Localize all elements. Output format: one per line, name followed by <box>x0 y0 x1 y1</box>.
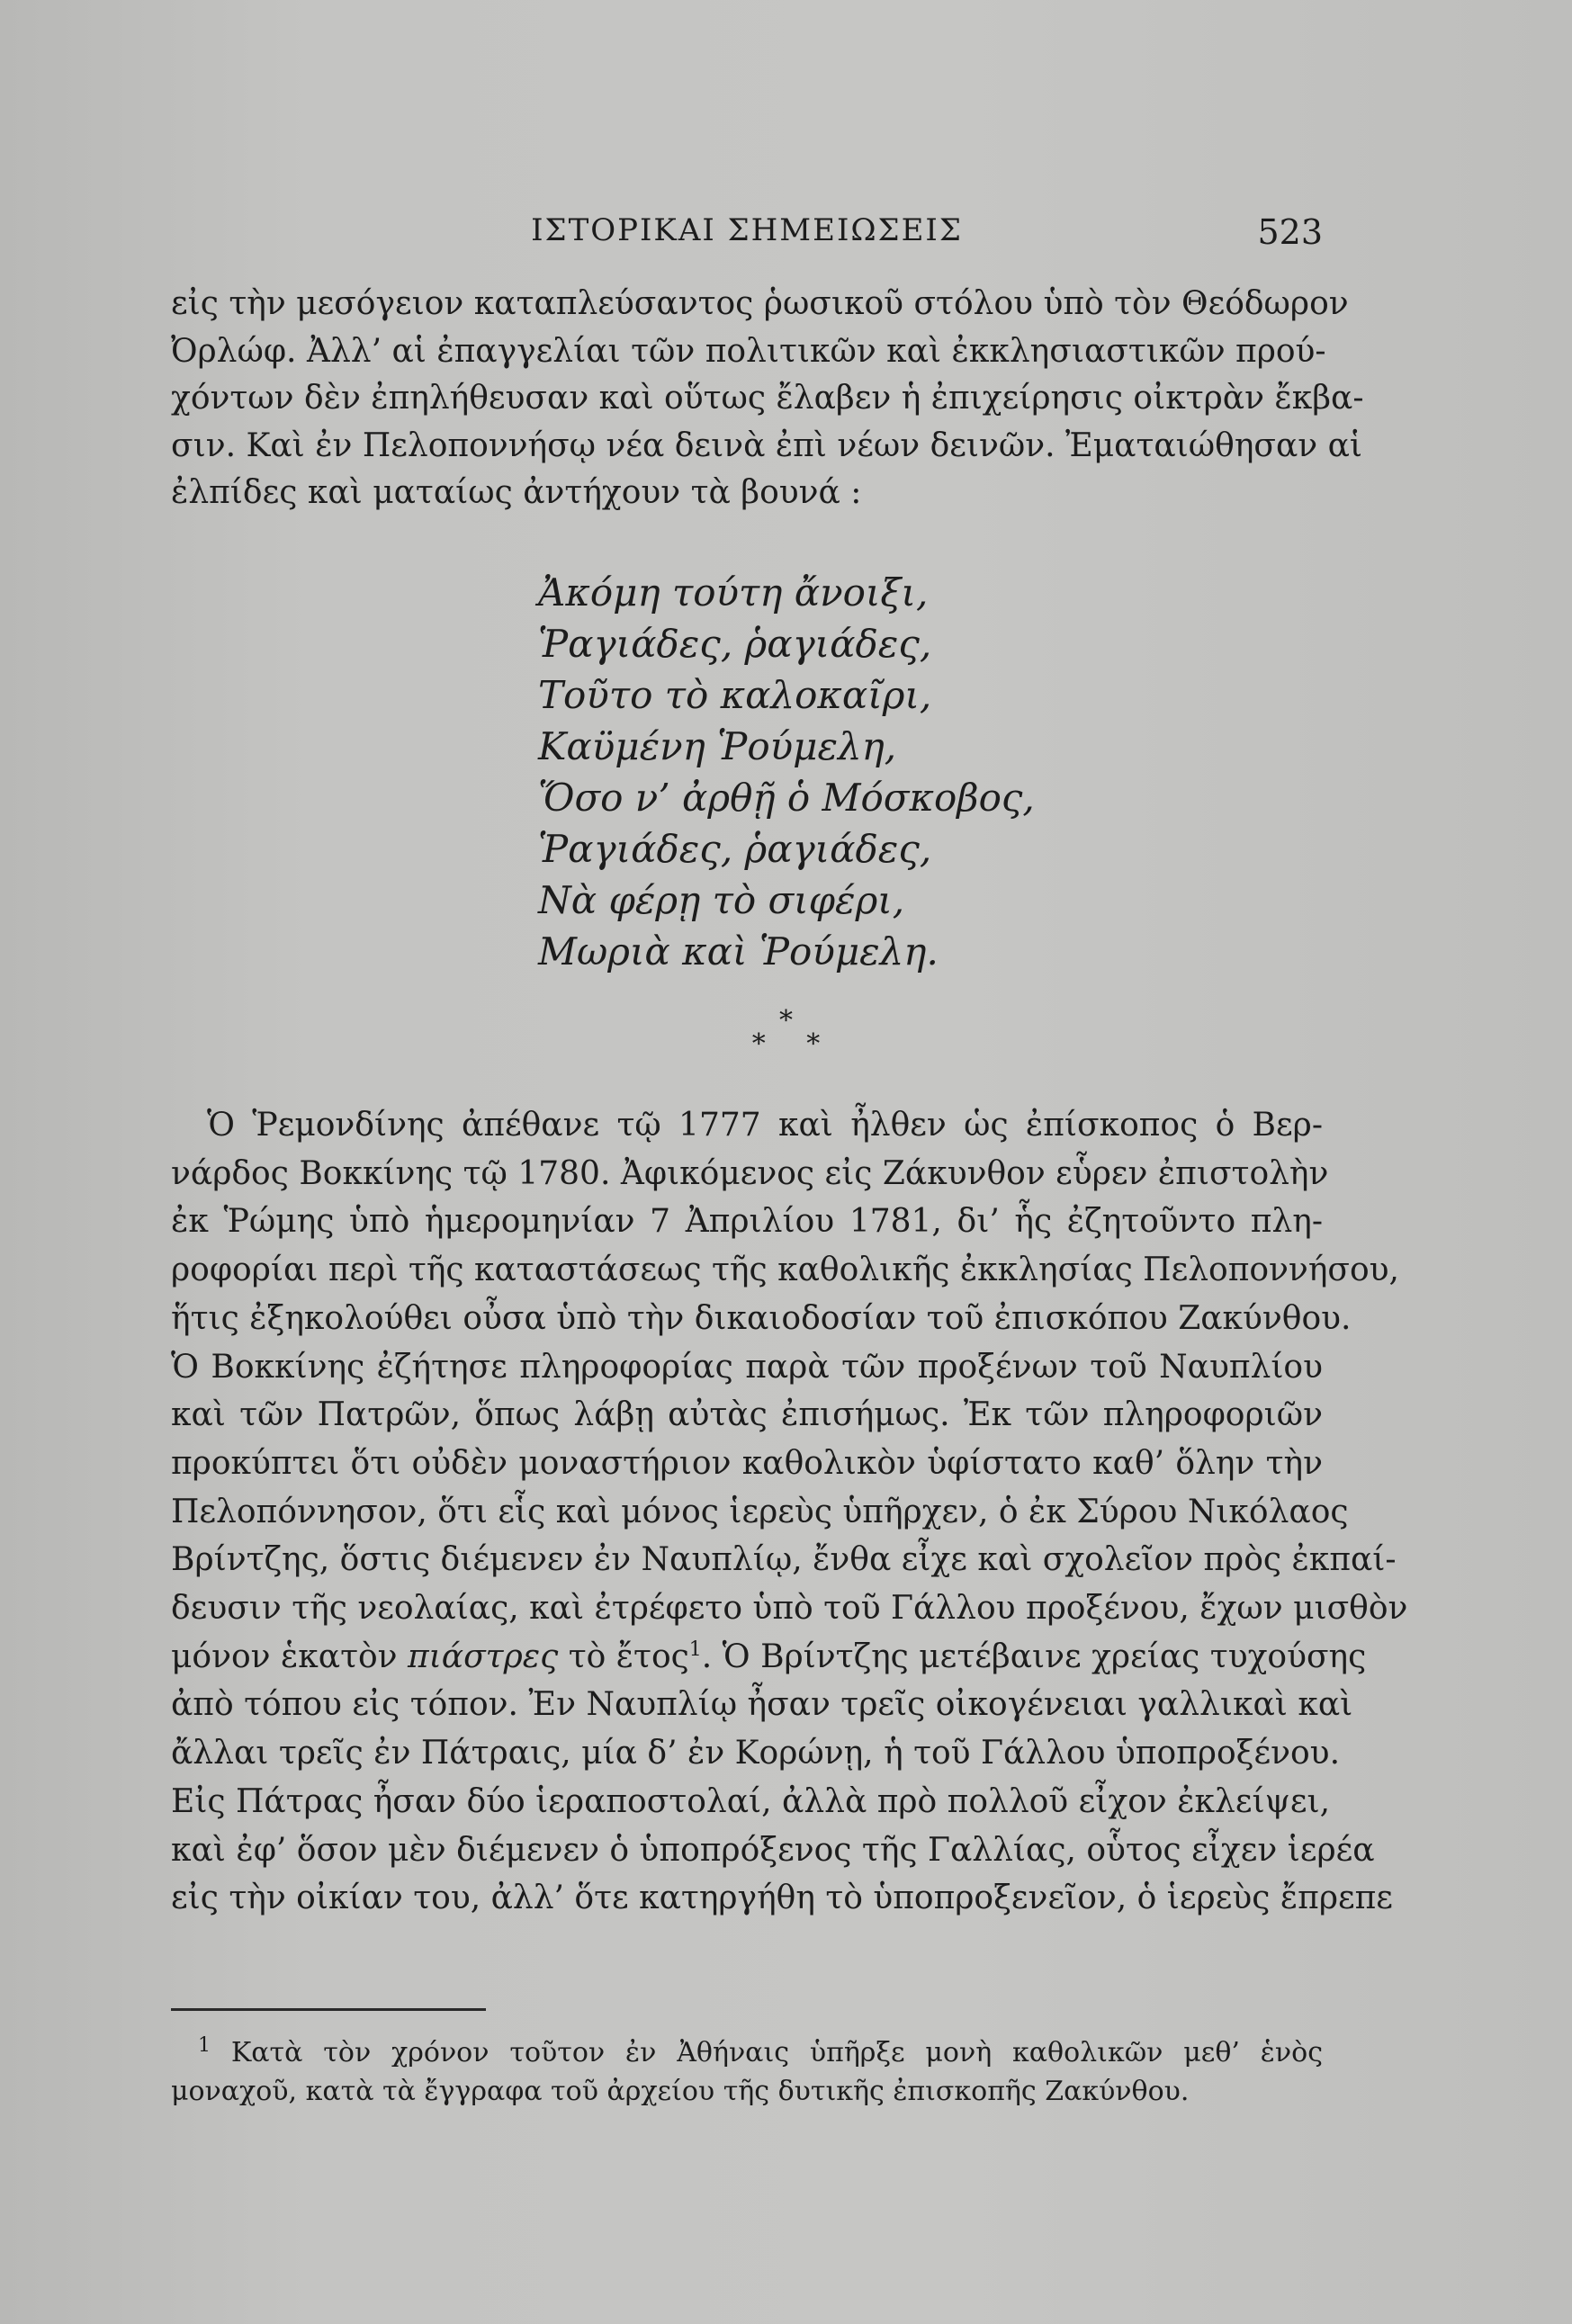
poem-verse: Νὰ φέρῃ τὸ σιφέρι, <box>538 878 905 922</box>
text-line: σιν. Καὶ ἐν Πελοποννήσῳ νέα δεινὰ ἐπὶ νέων δεινῶν. Ἐματαιώθησαν αἱ <box>171 426 1363 464</box>
text-line: νάρδος Βοκκίνης τῷ 1780. Ἀφικόμενος εἰς Ζάκυνθον εὗρεν ἐπιστολὴν <box>171 1154 1329 1192</box>
text-line: Ὁ Βοκκίνης ἐζήτησε πληροφορίας παρὰ τῶν προξένων τοῦ Ναυπλίου <box>171 1348 1323 1386</box>
paragraph-2 <box>171 1101 1408 1923</box>
page-header <box>171 212 1323 266</box>
text-line: καὶ ἐφ’ ὅσον μὲν διέμενεν ὁ ὑποπρόξενος τῆς Γαλλίας, οὗτος εἶχεν ἱερέα <box>171 1831 1375 1869</box>
text-fragment: μόνον ἑκατὸν <box>171 1638 409 1675</box>
text-line: Ὁ Ῥεμονδίνης ἀπέθανε τῷ 1777 καὶ ἦλθεν ὡς ἐπίσκοπος ὁ Βερ- <box>207 1107 1323 1144</box>
poem-verse: Ῥαγιάδες, ῥαγιάδες, <box>538 622 932 666</box>
text-line: ἀπὸ τόπου εἰς τόπον. Ἐν Ναυπλίῳ ἦσαν τρεῖς οἰκογένειαι γαλλικαὶ καὶ <box>171 1686 1353 1724</box>
text-line: εἰς τὴν μεσόγειον καταπλεύσαντος ῥωσικοῦ στόλου ὑπὸ τὸν Θεόδωρον <box>171 285 1349 322</box>
text-line: ροφορίαι περὶ τῆς καταστάσεως τῆς καθολικῆς ἐκκλησίας Πελοποννήσου, <box>171 1252 1399 1289</box>
footnote-text: Κατὰ τὸν χρόνον τοῦτον ἐν Ἀθήναις ὑπῆρξε μονὴ καθολικῶν μεθ’ ἑνὸς <box>211 2037 1323 2068</box>
footnote-line <box>171 2033 1323 2072</box>
text-line: χόντων δὲν ἐπηλήθευσαν καὶ οὕτως ἔλαβεν ἡ ἐπιχείρησις οἰκτρὰν ἔκβα- <box>171 380 1364 417</box>
footnote-marker: 1 <box>198 2034 211 2057</box>
italic-term: πιάστρες <box>408 1638 559 1675</box>
poem-verse: Ῥαγιάδες, ῥαγιάδες, <box>538 827 932 871</box>
poem-quotation <box>538 567 1035 977</box>
paragraph-1 <box>171 281 1364 517</box>
text-line: προκύπτει ὅτι οὐδὲν μοναστήριον καθολικὸν ὑφίστατο καθ’ ὅλην τὴν <box>171 1444 1323 1482</box>
text-line: εἰς τὴν οἰκίαν του, ἀλλ’ ὅτε κατηργήθη τὸ ὑποπροξενεῖον, ὁ ἱερεὺς ἔπρεπε <box>171 1880 1393 1917</box>
poem-verse: Τοῦτο τὸ καλοκαῖρι, <box>538 673 932 717</box>
text-line: ἄλλαι τρεῖς ἐν Πάτραις, μία δ’ ἐν Κορώνῃ, ἡ τοῦ Γάλλου ὑποπροξένου. <box>171 1735 1341 1772</box>
text-line: ἐλπίδες καὶ ματαίως ἀντήχουν τὰ βουνά : <box>171 474 862 511</box>
text-fragment: . Ὁ Βρίντζης μετέβαινε χρείας τυχούσης <box>701 1638 1367 1675</box>
text-line: Πελοπόννησον, ὅτι εἷς καὶ μόνος ἱερεὺς ὑπῆρχεν, ὁ ἐκ Σύρου Νικόλαος <box>171 1493 1349 1530</box>
footnote-reference[interactable]: 1 <box>688 1638 702 1661</box>
section-asterism <box>0 1005 1572 1060</box>
text-line: Βρίντζης, ὅστις διέμενεν ἐν Ναυπλίῳ, ἔνθα εἶχε καὶ σχολεῖον πρὸς ἐκπαί- <box>171 1541 1397 1579</box>
text-line: Ὀρλώφ. Ἀλλ’ αἱ ἐπαγγελίαι τῶν πολιτικῶν καὶ ἐκκλησιαστικῶν πρού- <box>171 332 1326 370</box>
footnote-divider <box>171 2008 486 2011</box>
text-line: ἐκ Ῥώμης ὑπὸ ἡμερομηνίαν 7 Ἀπριλίου 1781, δι’ ἧς ἐζητοῦντο πλη- <box>171 1203 1323 1241</box>
poem-verse: Καϋμένη Ῥούμελη, <box>538 724 897 768</box>
text-line: καὶ τῶν Πατρῶν, ὅπως λάβῃ αὐτὰς ἐπισήμως. Ἐκ τῶν πληροφοριῶν <box>171 1396 1323 1434</box>
poem-verse: Μωριὰ καὶ Ῥούμελη. <box>538 929 939 974</box>
running-title: ΙΣΤΟΡΙΚΑΙ ΣΗΜΕΙΩΣΕΙΣ <box>531 212 963 248</box>
text-line-with-footnote-ref <box>171 1633 1367 1682</box>
poem-verse: Ὅσο ν’ ἀρθῇ ὁ Μόσκοβος, <box>538 776 1035 820</box>
asterism-top: * <box>779 1005 793 1036</box>
page-number: 523 <box>1257 212 1323 252</box>
asterism-bottom: * * <box>751 1028 837 1060</box>
text-fragment: τὸ ἔτος <box>558 1638 689 1675</box>
poem-verse: Ἀκόμη τούτη ἄνοιξι, <box>538 570 929 615</box>
text-line: ἥτις ἐξηκολούθει οὖσα ὑπὸ τὴν δικαιοδοσίαν τοῦ ἐπισκόπου Ζακύνθου. <box>171 1299 1352 1337</box>
footnote-block <box>171 2033 1323 2111</box>
text-line: Εἰς Πάτρας ἦσαν δύο ἱεραποστολαί, ἀλλὰ πρὸ πολλοῦ εἶχον ἐκλείψει, <box>171 1782 1331 1820</box>
footnote-line: μοναχοῦ, κατὰ τὰ ἔγγραφα τοῦ ἀρχείου τῆς δυτικῆς ἐπισκοπῆς Ζακύνθου. <box>171 2076 1190 2107</box>
text-line: δευσιν τῆς νεολαίας, καὶ ἐτρέφετο ὑπὸ τοῦ Γάλλου προξένου, ἔχων μισθὸν <box>171 1590 1408 1628</box>
